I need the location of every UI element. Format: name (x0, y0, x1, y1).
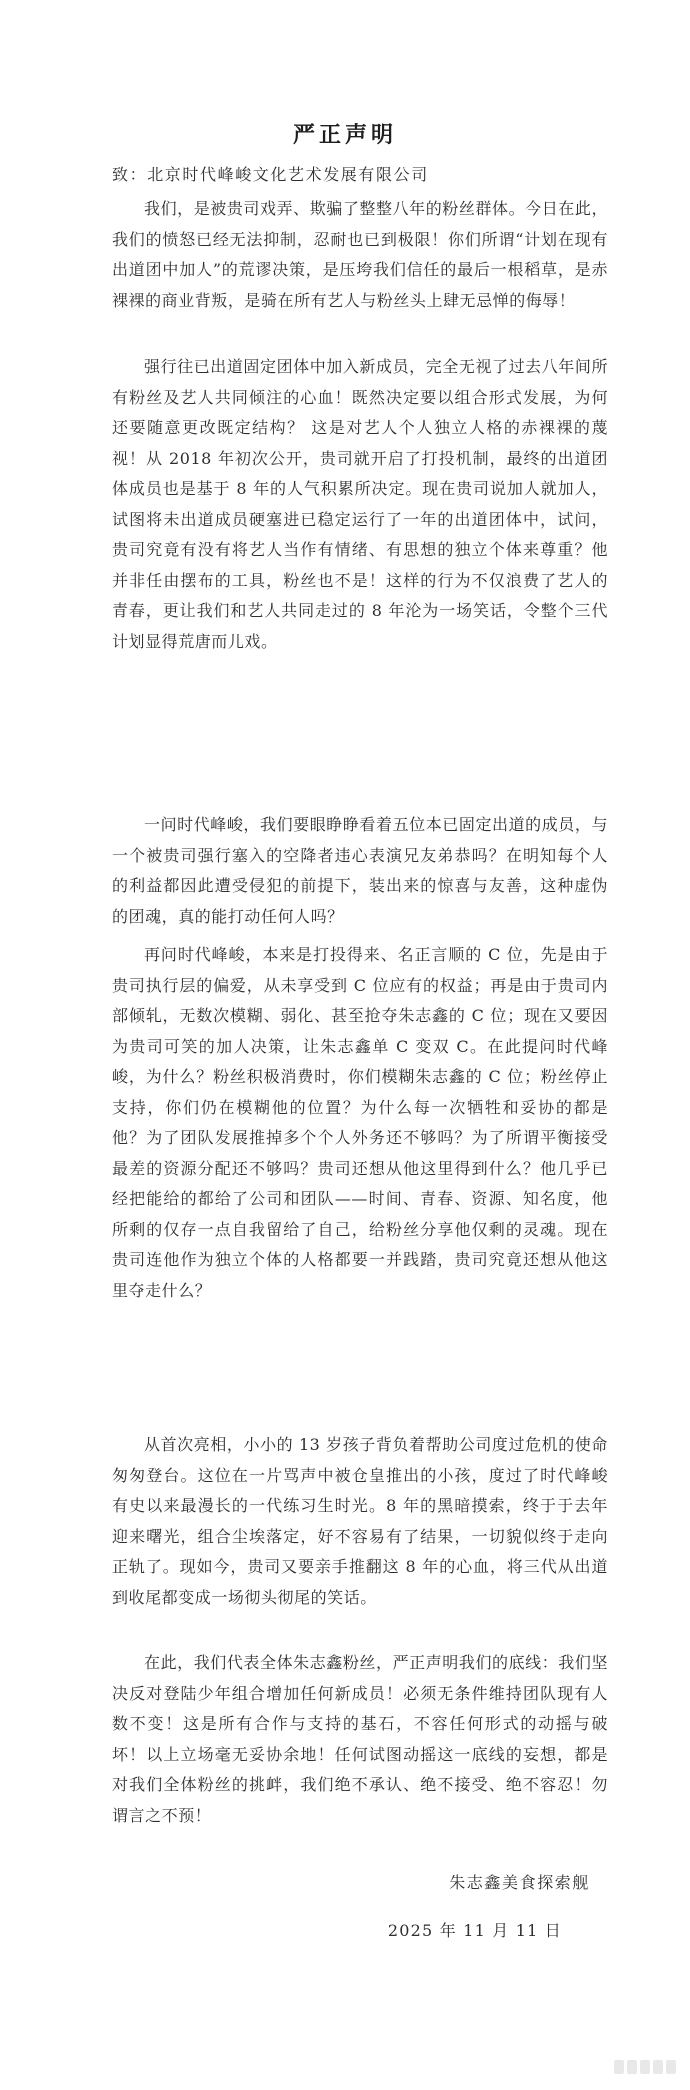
paragraph-2: 强行往已出道固定团体中加入新成员，完全无视了过去八年间所有粉丝及艺人共同倾注的心血！既然决定要以组合形式发展，为何还要随意更改既定结构？ 这是对艺人个人独立人格的赤裸裸的蔑视！从 2018 年初次公开，贵司就开启了打投机制，最终的出道团体成员也是基于 8 年的人气积累所决定。现在贵司说加人就加人，试图将未出道成员硬塞进已稳定运行了一年的出道团体中，试问，贵司究竟有没有将艺人当作有情绪、有思想的独立个体来尊重？他并非任由摆布的工具，粉丝也不是！这样的行为不仅浪费了艺人的青春，更让我们和艺人共同走过的 8 年沦为一场笑话，令整个三代计划显得荒唐而儿戏。 (112, 357, 608, 651)
recipient-line: 致：北京时代峰峻文化艺术发展有限公司 (112, 165, 429, 184)
watermark-mark (666, 2060, 676, 2074)
document-title: 严正声明 (292, 123, 397, 148)
paragraph-6: 在此，我们代表全体朱志鑫粉丝，严正声明我们的底线：我们坚决反对登陆少年组合增加任何新成员！必须无条件维持团队现有人数不变！这是所有合作与支持的基石，不容任何形式的动摇与破坏！以上立场毫无妥协余地！任何试图动摇这一底线的妄想，都是对我们全体粉丝的挑衅，我们绝不承认、绝不接受、绝不容忍！勿谓言之不预！ (112, 1653, 608, 1825)
statement-date: 2025 年 11 月 11 日 (387, 1921, 562, 1940)
watermark-mark (614, 2060, 624, 2074)
watermark (614, 2060, 676, 2074)
signature: 朱志鑫美食探索舰 (449, 1873, 590, 1892)
paragraph-5: 从首次亮相，小小的 13 岁孩子背负着帮助公司度过危机的使命匆匆登台。这位在一片骂声中被仓皇推出的小孩，度过了时代峰峻有史以来最漫长的一代练习生时光。8 年的黑暗摸索，终于于去年迎来曙光，组合尘埃落定，好不容易有了结果，一切貌似终于走向正轨了。现如今，贵司又要亲手推翻这 8 年的心血，将三代从出道到收尾都变成一场彻头彻尾的笑话。 (112, 1435, 608, 1607)
paragraph-1: 我们，是被贵司戏弄、欺骗了整整八年的粉丝群体。今日在此，我们的愤怒已经无法抑制，忍耐也已到极限！你们所谓“计划在现有出道团中加人”的荒谬决策，是压垮我们信任的最后一根稻草，是赤裸裸的商业背叛，是骑在所有艺人与粉丝头上肆无忌惮的侮辱！ (112, 199, 608, 310)
paragraph-3: 一问时代峰峻，我们要眼睁睁看着五位本已固定出道的成员，与一个被贵司强行塞入的空降者违心表演兄友弟恭吗？在明知每个人的利益都因此遭受侵犯的前提下，装出来的惊喜与友善，这种虚伪的团魂，真的能打动任何人吗？ (112, 815, 608, 926)
watermark-mark (653, 2060, 663, 2074)
paragraph-4: 再问时代峰峻，本来是打投得来、名正言顺的 C 位，先是由于贵司执行层的偏爱，从未享受到 C 位应有的权益；再是由于贵司内部倾轧，无数次模糊、弱化、甚至抢夺朱志鑫的 C 位；现在又要因为贵司可笑的加人决策，让朱志鑫单 C 变双 C。在此提问时代峰峻，为什么？粉丝积极消费时，你们模糊朱志鑫的 C 位；粉丝停止支持，你们仍在模糊他的位置？为什么每一次牺牲和妥协的都是他？为了团队发展推掉多个个人外务还不够吗？为了所谓平衡接受最差的资源分配还不够吗？贵司还想从他这里得到什么？他几乎已经把能给的都给了公司和团队——时间、青春、资源、知名度，他所剩的仅存一点自我留给了自己，给粉丝分享他仅剩的灵魂。现在贵司连他作为独立个体的人格都要一并践踏，贵司究竟还想从他这里夺走什么？ (112, 945, 608, 1300)
watermark-mark (640, 2060, 650, 2074)
watermark-mark (627, 2060, 637, 2074)
